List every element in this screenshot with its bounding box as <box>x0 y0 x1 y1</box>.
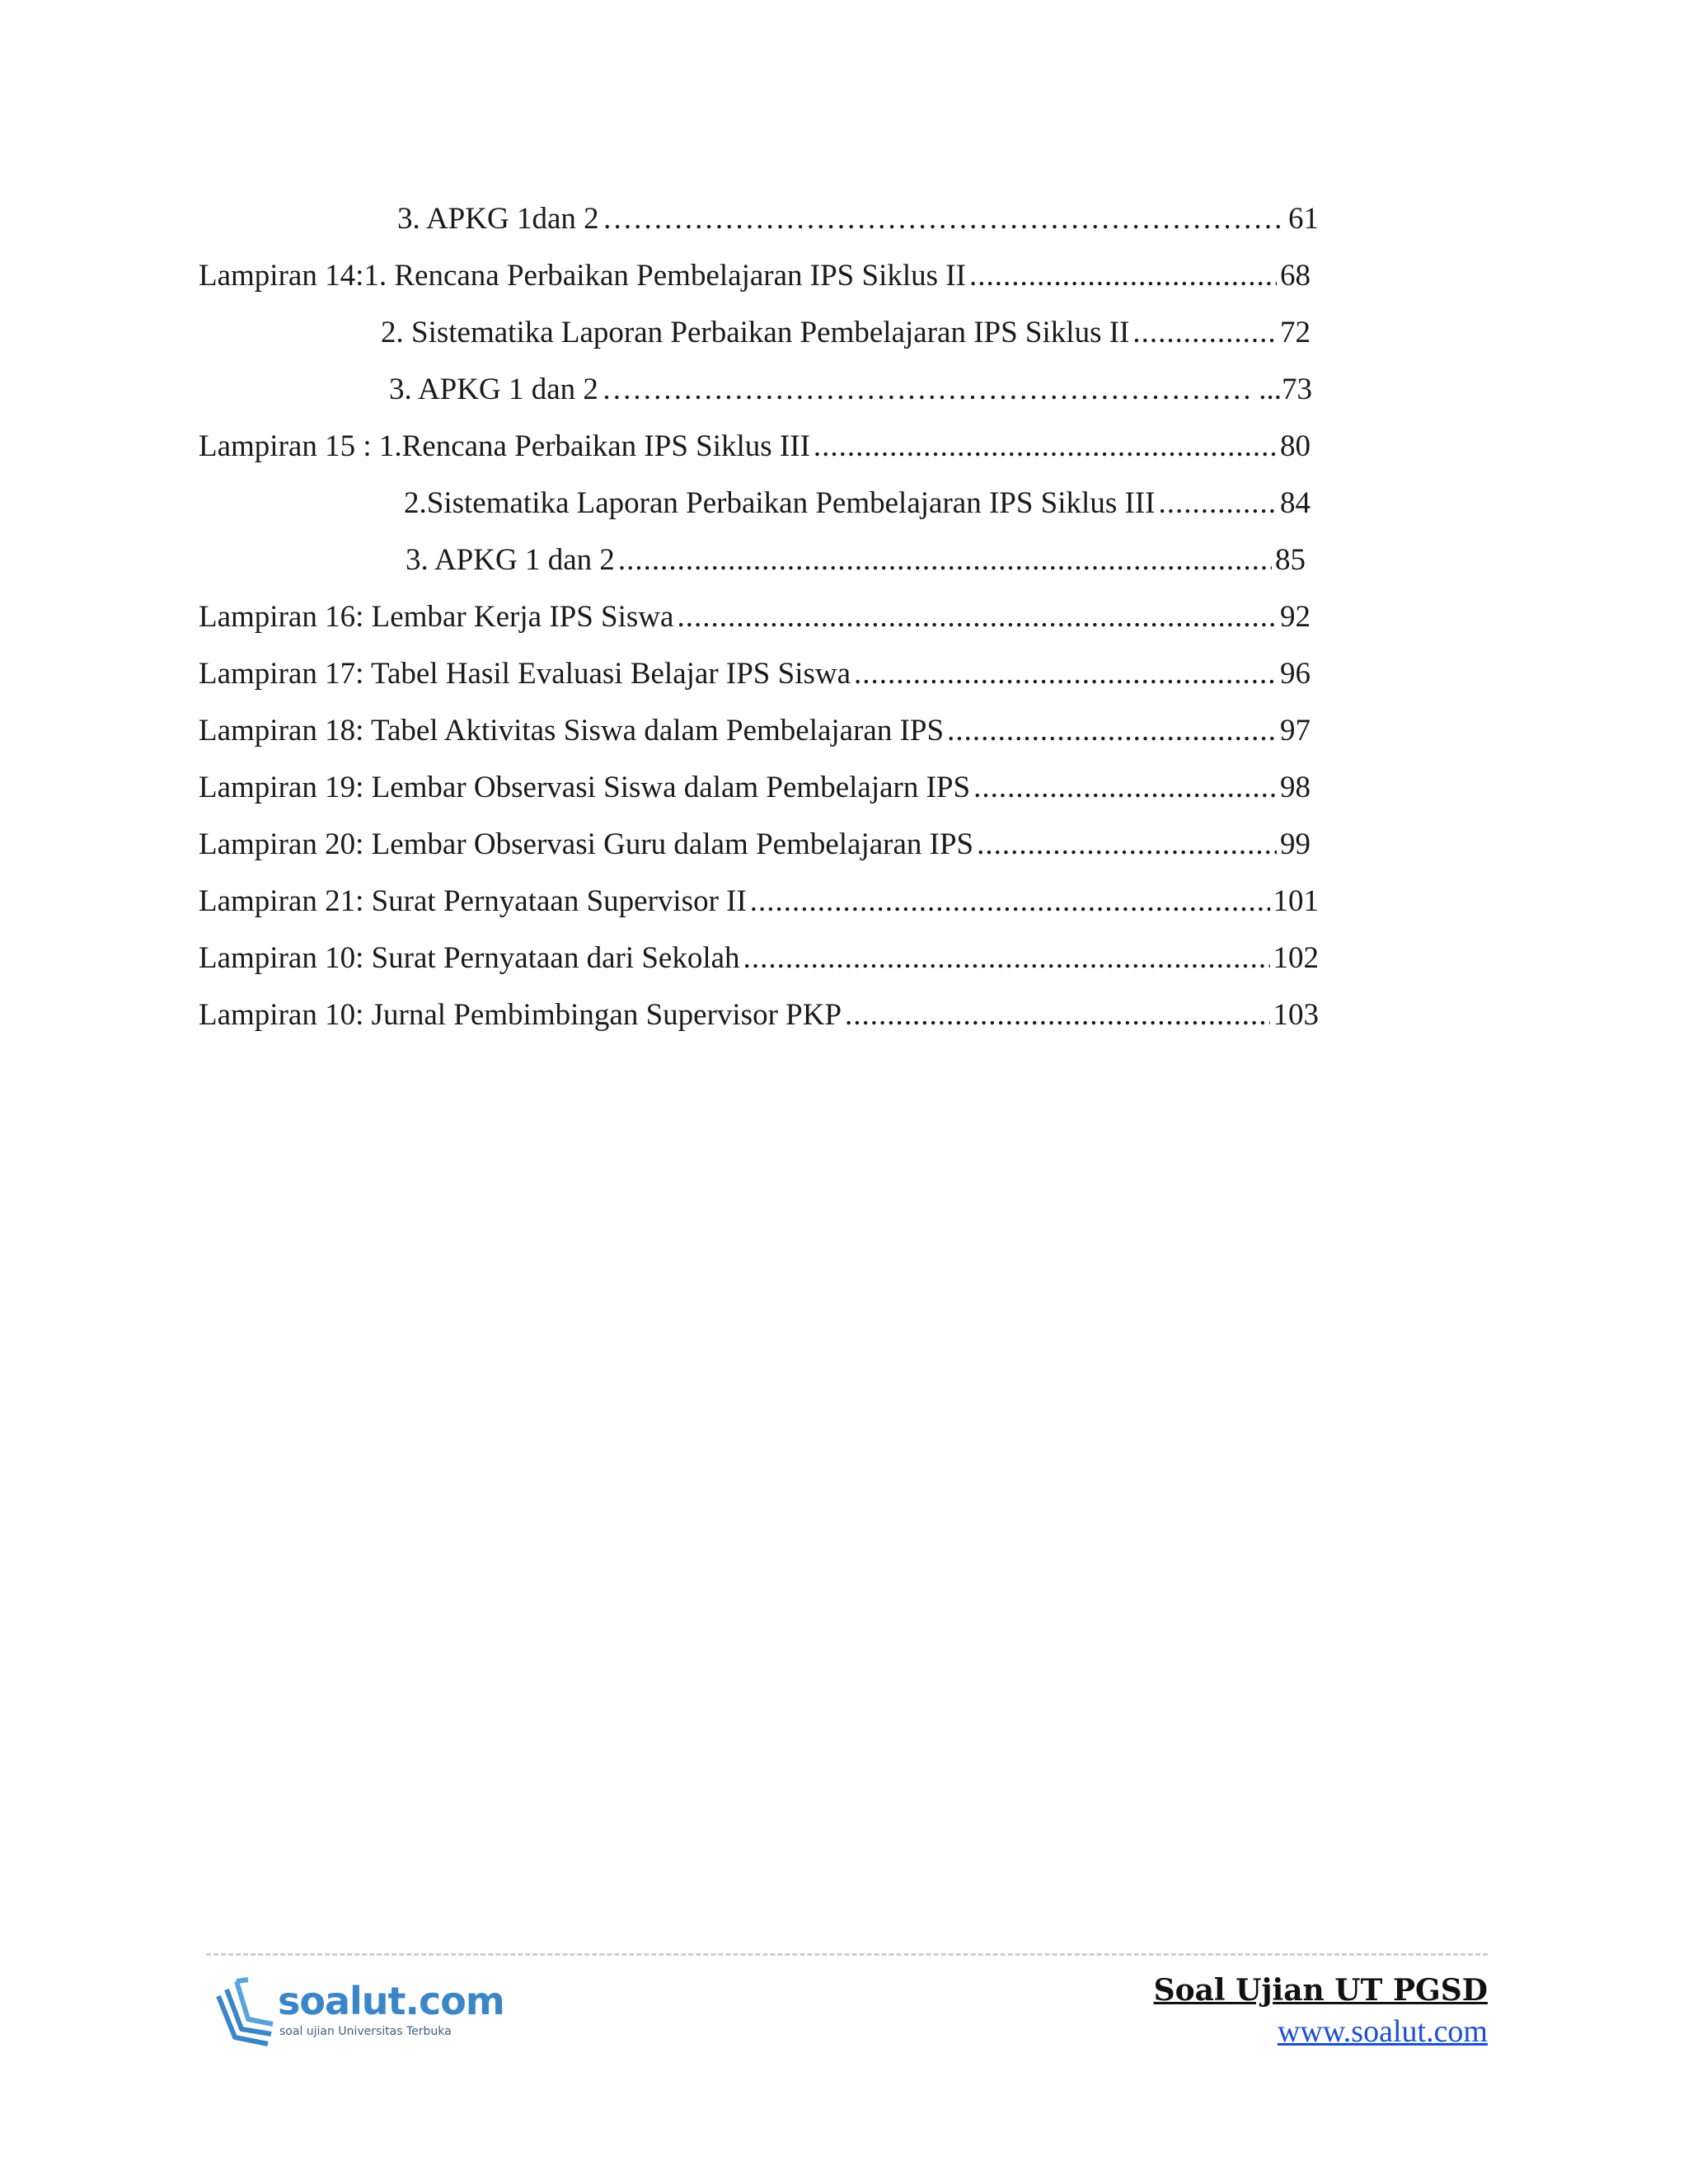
toc-page-number: 96 <box>1280 657 1311 691</box>
toc-leader <box>750 877 1270 926</box>
soalut-logo[interactable] <box>210 1971 507 2054</box>
toc-leader <box>814 422 1277 471</box>
toc-leader <box>1158 479 1277 528</box>
open-book-icon <box>210 1971 276 2054</box>
toc-entry-title: Lampiran 21: Surat Pernyataan Supervisor II <box>199 884 747 918</box>
footer-title: Soal Ujian UT PGSD <box>1153 1973 1488 2008</box>
toc-entry <box>199 706 1311 756</box>
toc-entry <box>389 365 1312 415</box>
toc-entry <box>199 649 1311 699</box>
toc-page-number: 61 <box>1288 202 1319 236</box>
toc-leader <box>677 593 1277 642</box>
toc-entry-title: Lampiran 16: Lembar Kerja IPS Siswa <box>199 600 674 634</box>
toc-entry-title: 2.Sistematika Laporan Perbaikan Pembelajaran IPS Siklus III <box>404 486 1156 520</box>
toc-page-number: 85 <box>1275 543 1306 577</box>
footer-url-link[interactable]: www.soalut.com <box>1277 2014 1488 2049</box>
toc-leader <box>845 991 1269 1040</box>
toc-entry <box>397 194 1319 244</box>
toc-entry <box>199 763 1311 813</box>
toc-entry-title: Lampiran 19: Lembar Observasi Siswa dalam Pembelajarn IPS <box>199 771 971 804</box>
toc-entry <box>199 593 1311 642</box>
toc-entry-title: Lampiran 10: Surat Pernyataan dari Sekolah <box>199 941 740 975</box>
toc-entry-title: Lampiran 20: Lembar Observasi Guru dalam Pembelajaran IPS <box>199 827 974 861</box>
toc-page-number: 98 <box>1280 771 1311 804</box>
toc-leader <box>977 820 1277 869</box>
toc-entry <box>199 934 1319 983</box>
toc-page-number: 97 <box>1280 714 1311 748</box>
toc-entry <box>199 422 1311 471</box>
logo-tagline: soal ujian Universitas Terbuka <box>279 2025 452 2038</box>
toc-leader <box>969 251 1277 301</box>
table-of-contents <box>0 0 1688 1071</box>
toc-entry-title: Lampiran 18: Tabel Aktivitas Siswa dalam Pembelajaran IPS <box>199 714 945 748</box>
toc-page-number: 72 <box>1280 316 1311 349</box>
toc-entry <box>199 820 1311 869</box>
toc-leader <box>743 934 1270 983</box>
toc-leader <box>618 536 1272 585</box>
toc-entry-title: Lampiran 14:1. Rencana Perbaikan Pembelajaran IPS Siklus II <box>199 259 966 293</box>
toc-entry <box>199 991 1319 1040</box>
toc-leader <box>1132 308 1277 358</box>
toc-leader <box>603 194 1285 244</box>
toc-page-number: 102 <box>1273 941 1319 975</box>
toc-leader <box>854 649 1277 699</box>
toc-leader <box>947 706 1277 756</box>
logo-wordmark: soalut.com <box>278 1979 504 2023</box>
toc-entry <box>406 536 1306 585</box>
toc-page-number: ...73 <box>1259 373 1312 406</box>
toc-entry <box>381 308 1311 358</box>
toc-entry-title: 3. APKG 1 dan 2 <box>389 373 598 406</box>
toc-page-number: 99 <box>1280 827 1311 861</box>
toc-page-number: 92 <box>1280 600 1311 634</box>
toc-page-number: 101 <box>1273 884 1319 918</box>
toc-page-number: 80 <box>1280 429 1311 463</box>
toc-page-number: 103 <box>1273 998 1319 1032</box>
toc-entry-title: 3. APKG 1 dan 2 <box>406 543 615 577</box>
footer-divider <box>206 1953 1488 1956</box>
toc-entry-title: Lampiran 17: Tabel Hasil Evaluasi Belajar IPS Siswa <box>199 657 851 691</box>
toc-entry <box>199 251 1311 301</box>
toc-leader <box>973 763 1277 813</box>
toc-entry-title: 2. Sistematika Laporan Perbaikan Pembelajaran IPS Siklus II <box>381 316 1130 349</box>
toc-entry-title: Lampiran 15 : 1.Rencana Perbaikan IPS Siklus III <box>199 429 810 463</box>
toc-leader <box>602 365 1255 415</box>
toc-entry-title: Lampiran 10: Jurnal Pembimbingan Supervisor PKP <box>199 998 842 1032</box>
toc-page-number: 84 <box>1280 486 1311 520</box>
toc-entry-title: 3. APKG 1dan 2 <box>397 202 599 236</box>
toc-page-number: 68 <box>1280 259 1311 293</box>
toc-entry <box>404 479 1311 528</box>
toc-entry <box>199 877 1319 926</box>
